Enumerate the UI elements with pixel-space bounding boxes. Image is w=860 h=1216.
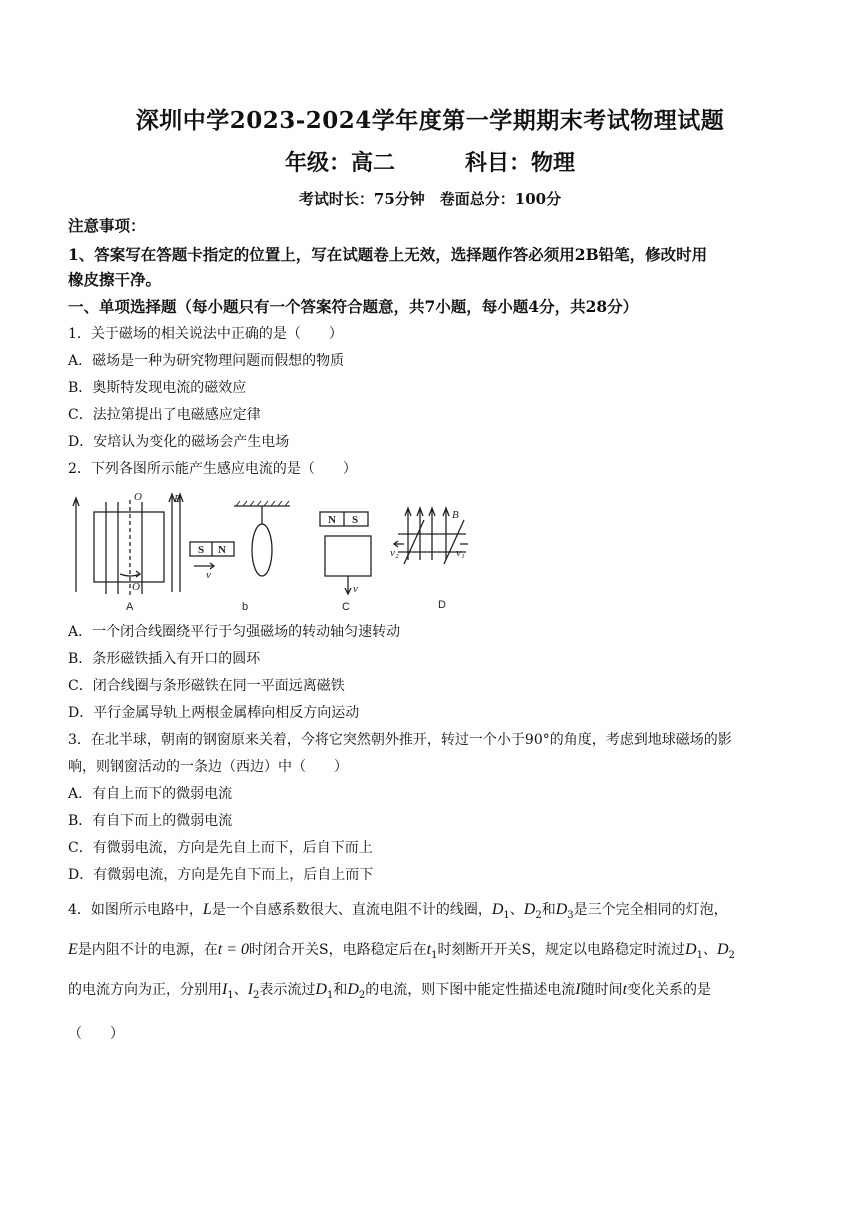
q2-figure-label-d: D [438,599,446,611]
q2-option-c: C．闭合线圈与条形磁铁在同一平面远离磁铁 [68,678,345,694]
notice-item-1-line-1: 1、答案写在答题卡指定的位置上，写在试题卷上无效，选择题作答必须用2B铅笔，修改时用 [68,245,708,264]
q2-stem: 2．下列各图所示能产生感应电流的是（ ） [68,461,357,477]
q2-label-v-b: v [206,569,211,581]
q2-label-s-c: S [352,514,359,526]
q4-answer-paren: （ ） [68,1026,124,1042]
q2-label-n: N [218,544,226,556]
subject-label: 科目：物理 [465,150,576,176]
q2-figure-label-b: b [242,601,249,612]
q2-option-a: A．一个闭合线圈绕平行于匀强磁场的转动轴匀速转动 [68,624,401,640]
q3-option-c: C．有微弱电流，方向是先自上而下，后自下而上 [68,840,373,856]
notice-item-1-line-2: 橡皮擦干净。 [68,270,162,289]
q3-stem-line-2: 响，则钢窗活动的一条边（西边）中（ ） [68,759,348,775]
q3-option-a: A．有自上而下的微弱电流 [68,786,233,802]
q2-label-o-bottom: O′ [132,581,143,593]
q2-label-v-c: v [353,583,358,595]
q2-option-b: B．条形磁铁插入有开口的圆环 [68,651,261,667]
q2-figure-label-c: C [342,601,350,612]
q1-option-a: A．磁场是一种为研究物理问题而假想的物质 [68,353,345,369]
grade-subject-line [0,146,860,177]
grade-label: 年级：高二 [284,150,395,176]
q2-figure-b [190,501,290,576]
q2-figure-a [73,494,183,596]
q4-stem-line-2: E是内阻不计的电源，在t = 0时闭合开关S，电路稳定后在$t_1$时刻断开开关S，规定以电路稳定时流过$D_1$、$D_2$ [68,941,735,961]
q2-label-b-d: B [452,509,459,521]
q3-option-d: D．有微弱电流，方向是先自下而上，后自上而下 [68,867,374,883]
q2-label-v2: v₂ [390,547,399,559]
exam-title: 深圳中学2023-2024学年度第一学期期末考试物理试题 [135,107,725,134]
q2-label-v1: v₁ [456,547,465,559]
q1-stem: 1．关于磁场的相关说法中正确的是（ ） [68,326,343,342]
q2-label-b-field: B [174,493,181,505]
q1-option-b: B．奥斯特发现电流的磁效应 [68,380,247,396]
q3-stem-line-1: 3．在北半球，朝南的钢窗原来关着，今将它突然朝外推开，转过一个小于90°的角度，考虑到地球磁场的影 [68,732,732,748]
q1-option-d: D．安培认为变化的磁场会产生电场 [68,434,290,450]
section-1-heading: 一、单项选择题（每小题只有一个答案符合题意，共7小题，每小题4分，共28分） [68,297,639,316]
q2-label-s: S [198,544,205,556]
q2-label-o-top: O [134,491,142,503]
q4-stem-line-3: 的电流方向为正，分别用$I_1$、$I_2$表示流过$D_1$和$D_2$的电流，则下图中能定性描述电流I随时间t变化关系的是 [68,981,712,1001]
q2-option-d: D．平行金属导轨上两根金属棒向相反方向运动 [68,705,360,721]
notice-heading: 注意事项： [68,216,146,235]
q2-figure [68,490,468,612]
q2-label-n-c: N [328,514,336,526]
q3-option-b: B．有自下而上的微弱电流 [68,813,233,829]
q2-figure-label-a: A [126,601,134,612]
q4-stem-line-1: 4．如图所示电路中，L是一个自感系数很大、直流电阻不计的线圈，$D_1$、$D_2$和$D_3$是三个完全相同的灯泡， [68,901,728,921]
q1-option-c: C．法拉第提出了电磁感应定律 [68,407,261,423]
exam-info: 考试时长：75分钟 卷面总分：100分 [298,190,562,208]
